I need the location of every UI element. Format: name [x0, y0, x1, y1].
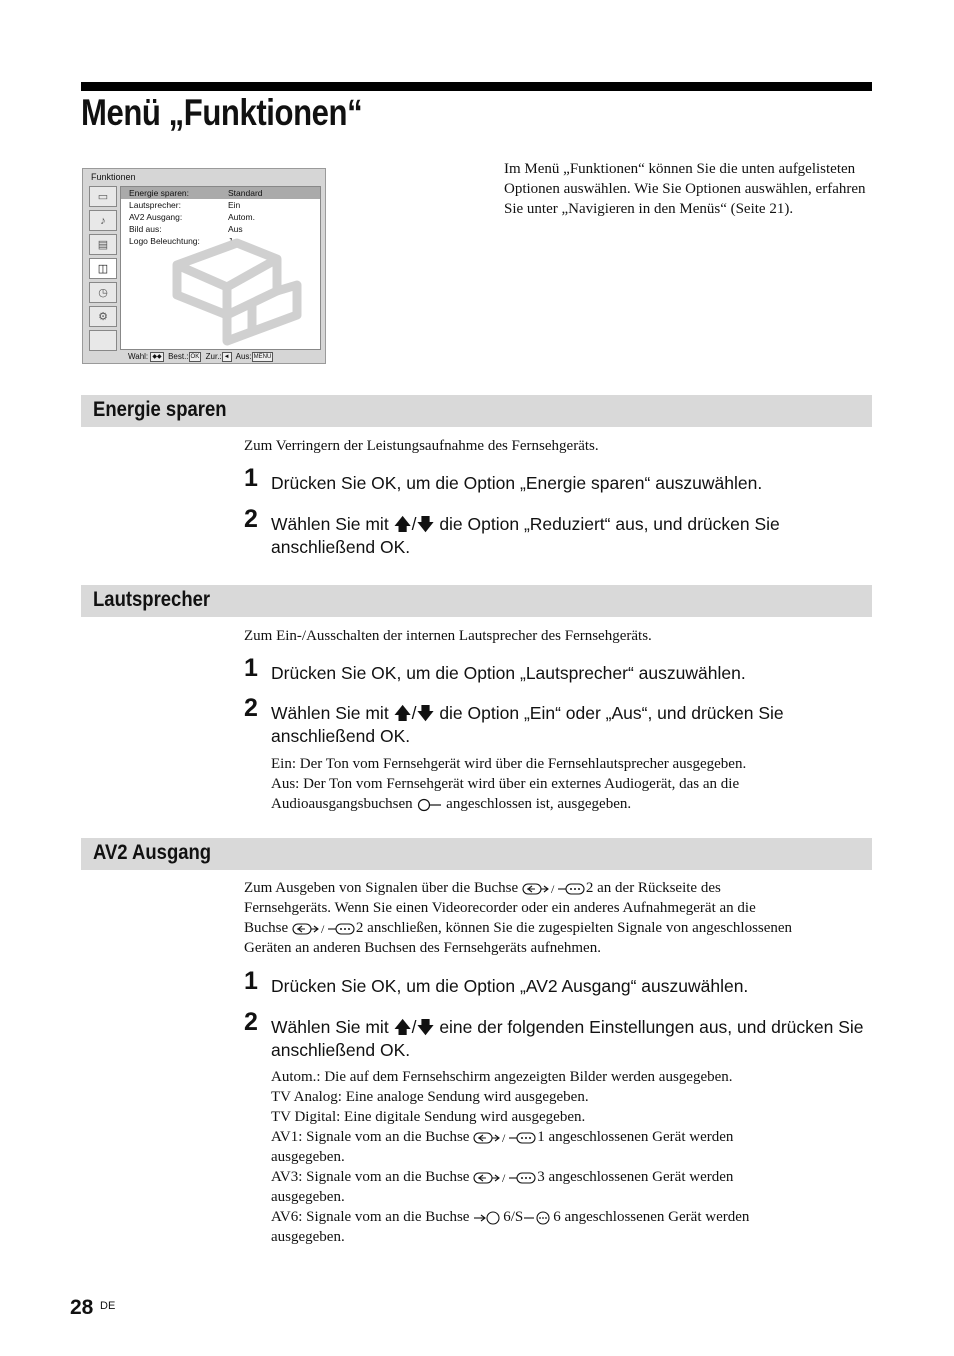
desc-text-post: 2 anschließen, können Sie die zugespielten Signale von angeschlossenen: [355, 920, 793, 936]
step-text: Drücken Sie OK, um die Option „AV2 Ausgang“ auszuwählen.: [271, 976, 749, 996]
lautsprecher-desc: Zum Ein-/Ausschalten der internen Lautsprecher des Fernsehgeräts.: [244, 628, 652, 644]
section-heading-energie: [81, 395, 872, 427]
menu-footer: [128, 352, 273, 362]
desc-line: Fernsehgeräts. Wenn Sie einen Videorecorder oder ein anderes Aufnahmegerät an die: [244, 900, 756, 916]
option-line: ausgegeben.: [271, 1229, 345, 1245]
menu-row: [121, 211, 320, 223]
option-text-pre: AV3: Signale vom an die Buchse: [271, 1169, 470, 1185]
sound-icon: ♪: [89, 210, 117, 231]
option-line: [271, 1127, 871, 1147]
section-title: AV2 Ausgang: [93, 841, 212, 864]
footer-back-label: Zur.:: [205, 352, 222, 362]
option-text-post: 6 angeschlossenen Gerät werden: [553, 1209, 750, 1225]
menu-panel: [120, 186, 321, 350]
step-text-post: die Option „Ein“ oder „Aus“, und drücken Sie anschließend OK.: [271, 703, 784, 746]
menu-row: [121, 199, 320, 211]
av2-desc: [244, 878, 874, 958]
menu-row-label: Energie sparen:: [129, 188, 190, 198]
menu-row-label: Bild aus:: [129, 224, 162, 234]
step-number: 1: [244, 464, 258, 492]
setup-icon: ⚙: [89, 306, 117, 327]
note-line: [271, 794, 871, 814]
step-text: [271, 513, 874, 559]
step-text-post: die Option „Reduziert“ aus, und drücken Sie anschließend OK.: [271, 514, 780, 557]
menu-row-value: Standard: [228, 188, 263, 198]
option-line: TV Analog: Eine analoge Sendung wird ausgegeben.: [271, 1089, 589, 1105]
menu-row-value: Ein: [228, 200, 241, 210]
desc-line: [244, 878, 874, 898]
svideo-in-icon: [523, 1211, 553, 1225]
option-text-pre: AV1: Signale vom an die Buchse: [271, 1129, 470, 1145]
down-arrow-icon: 🡇: [416, 1017, 435, 1037]
desc-text-pre: Buchse: [244, 920, 289, 936]
menu-key-icon: MENU: [253, 354, 272, 360]
page-language: DE: [100, 1300, 116, 1312]
desc-text-post: 2 an der Rückseite des: [585, 880, 721, 896]
audio-out-icon: [416, 798, 442, 812]
desc-text-pre: Zum Ausgeben von Signalen über die Buchse: [244, 880, 519, 896]
down-arrow-icon: 🡇: [416, 703, 435, 723]
ok-key-icon: OK: [190, 354, 200, 360]
section-title: Lautsprecher: [93, 588, 211, 611]
page-number: 28: [70, 1296, 94, 1319]
step-number: 2: [244, 694, 258, 722]
lautsprecher-step-2: [244, 694, 874, 748]
menu-header: Funktionen: [91, 172, 136, 182]
energie-desc: Zum Verringern der Leistungsaufnahme des Fernsehgeräts.: [244, 438, 599, 454]
slash: /: [411, 703, 417, 723]
scart-io-icon: [522, 882, 586, 896]
svg-text:/: /: [502, 1170, 506, 1185]
footer-select-label: Wahl:: [128, 352, 149, 362]
option-line: [271, 1207, 871, 1227]
step-text-post: eine der folgenden Einstellungen aus, und drücken Sie anschließend OK.: [271, 1017, 864, 1060]
step-text-pre: Wählen Sie mit: [271, 514, 389, 534]
av2-step-2: [244, 1008, 874, 1062]
intro-text: Im Menü „Funktionen“ können Sie die unten aufgelisteten Optionen auswählen. Wie Sie Optionen auswählen, erfahren Sie unter „Navigieren in den Menüs“ (Seite 21).: [504, 161, 866, 217]
svg-text:/: /: [320, 921, 325, 936]
lautsprecher-notes: [271, 754, 871, 814]
svg-text:/: /: [550, 881, 555, 896]
note-line: Ein: Der Ton vom Fernsehgerät wird über die Fernsehlautsprecher ausgegeben.: [271, 756, 747, 772]
left-key-icon: ◄: [223, 354, 230, 360]
features-icon: ◫: [89, 258, 117, 279]
menu-row: [121, 223, 320, 235]
section-heading-av2: [81, 838, 872, 870]
menu-row-value: Autom.: [228, 212, 255, 222]
option-text-mid: 6/S: [503, 1209, 524, 1225]
menu-row-label: Logo Beleuchtung:: [129, 236, 200, 246]
menu-row: [121, 187, 320, 199]
video-in-icon: [473, 1211, 503, 1225]
menu-icon-column: [87, 185, 119, 354]
option-text-post: 3 angeschlossenen Gerät werden: [537, 1169, 734, 1185]
menu-row-value: Ja: [228, 236, 237, 246]
option-text-post: 1 angeschlossenen Gerät werden: [537, 1129, 734, 1145]
option-line: [271, 1167, 871, 1187]
av2-step-1: [244, 967, 874, 998]
footer-exit-label: Aus:: [235, 352, 252, 362]
title-rule: [81, 82, 872, 91]
step-text: [271, 1016, 874, 1062]
up-arrow-icon: 🡅: [393, 703, 412, 723]
step-number: 1: [244, 967, 258, 995]
up-arrow-icon: 🡅: [393, 1017, 412, 1037]
step-text: [271, 702, 874, 748]
picture-icon: ▭: [89, 186, 117, 207]
step-number: 1: [244, 654, 258, 682]
step-text-pre: Wählen Sie mit: [271, 1017, 389, 1037]
step-text: Drücken Sie OK, um die Option „Energie sparen“ auszuwählen.: [271, 473, 763, 493]
slash: /: [411, 514, 417, 534]
updown-key-icon: ◆◆: [152, 354, 162, 360]
down-arrow-icon: 🡇: [416, 514, 435, 534]
option-text-pre: AV6: Signale vom an die Buchse: [271, 1209, 470, 1225]
step-text: Drücken Sie OK, um die Option „Lautsprecher“ auszuwählen.: [271, 663, 746, 683]
note-line: Aus: Der Ton vom Fernsehgerät wird über ein externes Audiogerät, das an die: [271, 776, 740, 792]
menu-row-value: Aus: [228, 224, 243, 234]
scart-io-icon: [292, 922, 356, 936]
energie-step-2: [244, 505, 874, 559]
slash: /: [411, 1017, 417, 1037]
footer-confirm-label: Best.:: [168, 352, 189, 362]
blank-icon: [89, 330, 117, 351]
menu-row-label: AV2 Ausgang:: [129, 212, 183, 222]
screen-icon: ▤: [89, 234, 117, 255]
up-arrow-icon: 🡅: [393, 514, 412, 534]
lautsprecher-step-1: [244, 654, 874, 685]
features-watermark-icon: [167, 235, 317, 347]
step-number: 2: [244, 1008, 258, 1036]
scart-io-icon: [473, 1171, 537, 1185]
timer-icon: ◷: [89, 282, 117, 303]
note-text-post: angeschlossen ist, ausgegeben.: [446, 796, 632, 812]
note-text-pre: Audioausgangsbuchsen: [271, 796, 413, 812]
option-line: Autom.: Die auf dem Fernsehschirm angezeigten Bilder werden ausgegeben.: [271, 1069, 733, 1085]
option-line: TV Digital: Eine digitale Sendung wird ausgegeben.: [271, 1109, 586, 1125]
step-text-pre: Wählen Sie mit: [271, 703, 389, 723]
desc-line: Geräten an anderen Buchsen des Fernsehgeräts aufnehmen.: [244, 940, 601, 956]
svg-text:/: /: [502, 1130, 506, 1145]
section-heading-lautsprecher: [81, 585, 872, 617]
scart-io-icon: [473, 1131, 537, 1145]
menu-row-label: Lautsprecher:: [129, 200, 181, 210]
step-number: 2: [244, 505, 258, 533]
av2-options: [271, 1067, 871, 1247]
desc-line: [244, 918, 874, 938]
option-line: ausgegeben.: [271, 1189, 345, 1205]
option-line: ausgegeben.: [271, 1149, 345, 1165]
energie-step-1: [244, 464, 874, 495]
menu-screenshot: [82, 168, 326, 364]
section-title: Energie sparen: [93, 398, 227, 421]
page-title: Menü „Funktionen“: [81, 92, 363, 133]
